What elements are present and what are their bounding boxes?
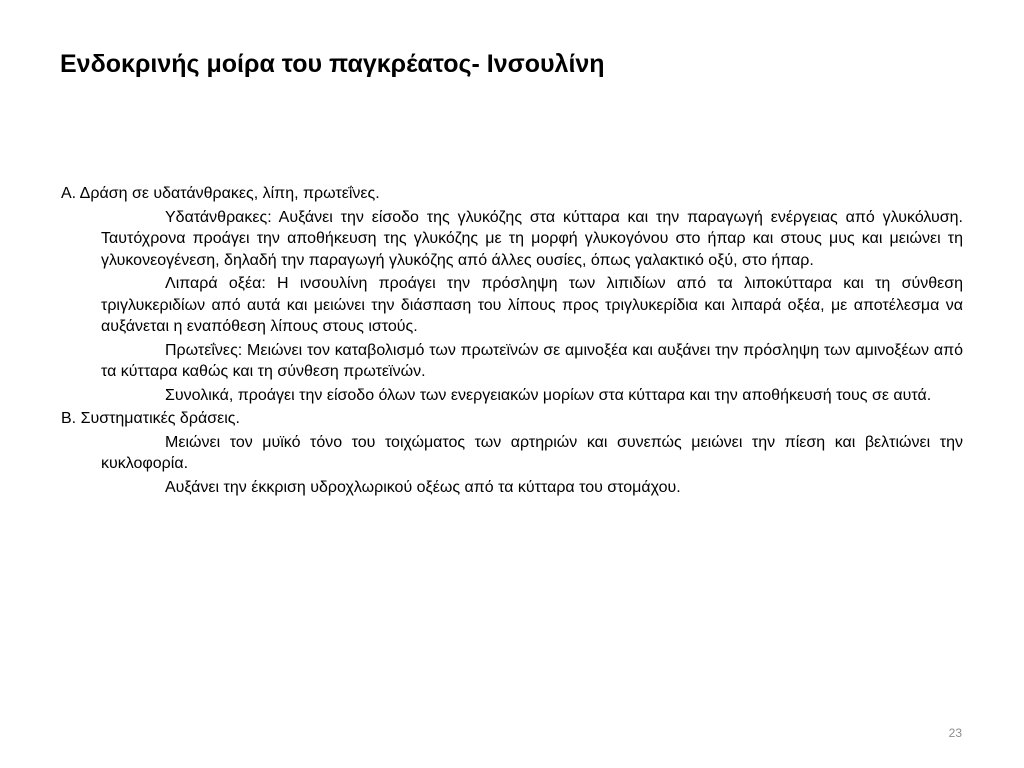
paragraph-gastric-acid: Αυξάνει την έκκριση υδροχλωρικού οξέως από τα κύτταρα του στομάχου. xyxy=(165,478,681,496)
section-heading-a: Α. Δράση σε υδατάνθρακες, λίπη, πρωτεΐνες. xyxy=(61,185,380,202)
slide-body xyxy=(61,183,963,500)
paragraph-carbohydrates: Υδατάνθρακες: Αυξάνει την είσοδο της γλυκόζης στα κύτταρα και την παραγωγή ενέργειας από γλυκόλυση. Ταυτόχρονα προάγει την αποθήκευση της γλυκόζης με τη μορφή γλυκογόνου στο ήπαρ και στους μυς και μειώνει τη γλυκονεογένεση, δηλαδή την παραγωγή γλυκόζης από άλλες ουσίες, όπως γαλακτικό οξύ, στο ήπαρ. xyxy=(101,208,963,269)
slide-title: Ενδοκρινής μοίρα του παγκρέατος- Ινσουλίνη xyxy=(60,50,605,78)
paragraph-proteins: Πρωτεΐνες: Μειώνει τον καταβολισμό των πρωτεϊνών σε αμινοξέα και αυξάνει την πρόσληψη των αμινοξέων από τα κύτταρα καθώς και τη σύνθεση πρωτεϊνών. xyxy=(101,341,963,380)
paragraph-arterial-tone: Μειώνει τον μυϊκό τόνο του τοιχώματος των αρτηριών και συνεπώς μειώνει την πίεση και βελτιώνει την κυκλοφορία. xyxy=(101,433,963,472)
section-heading-b: Β. Συστηματικές δράσεις. xyxy=(61,410,240,427)
page-number: 23 xyxy=(948,726,962,740)
paragraph-fatty-acids: Λιπαρά οξέα: Η ινσουλίνη προάγει την πρόσληψη των λιπιδίων από τα λιποκύτταρα και τη σύνθεση τριγλυκεριδίων από αυτά και μειώνει την διάσπαση του λίπους προς τριγλυκερίδια και λιπαρά οξέα, με αποτέλεσμα να αυξάνεται η εναπόθεση λίπους στους ιστούς. xyxy=(101,275,963,335)
paragraph-overall: Συνολικά, προάγει την είσοδο όλων των ενεργειακών μορίων στα κύτταρα και την αποθήκευσή τους σε αυτά. xyxy=(165,386,932,404)
section-b xyxy=(61,408,963,498)
section-a xyxy=(61,183,963,406)
